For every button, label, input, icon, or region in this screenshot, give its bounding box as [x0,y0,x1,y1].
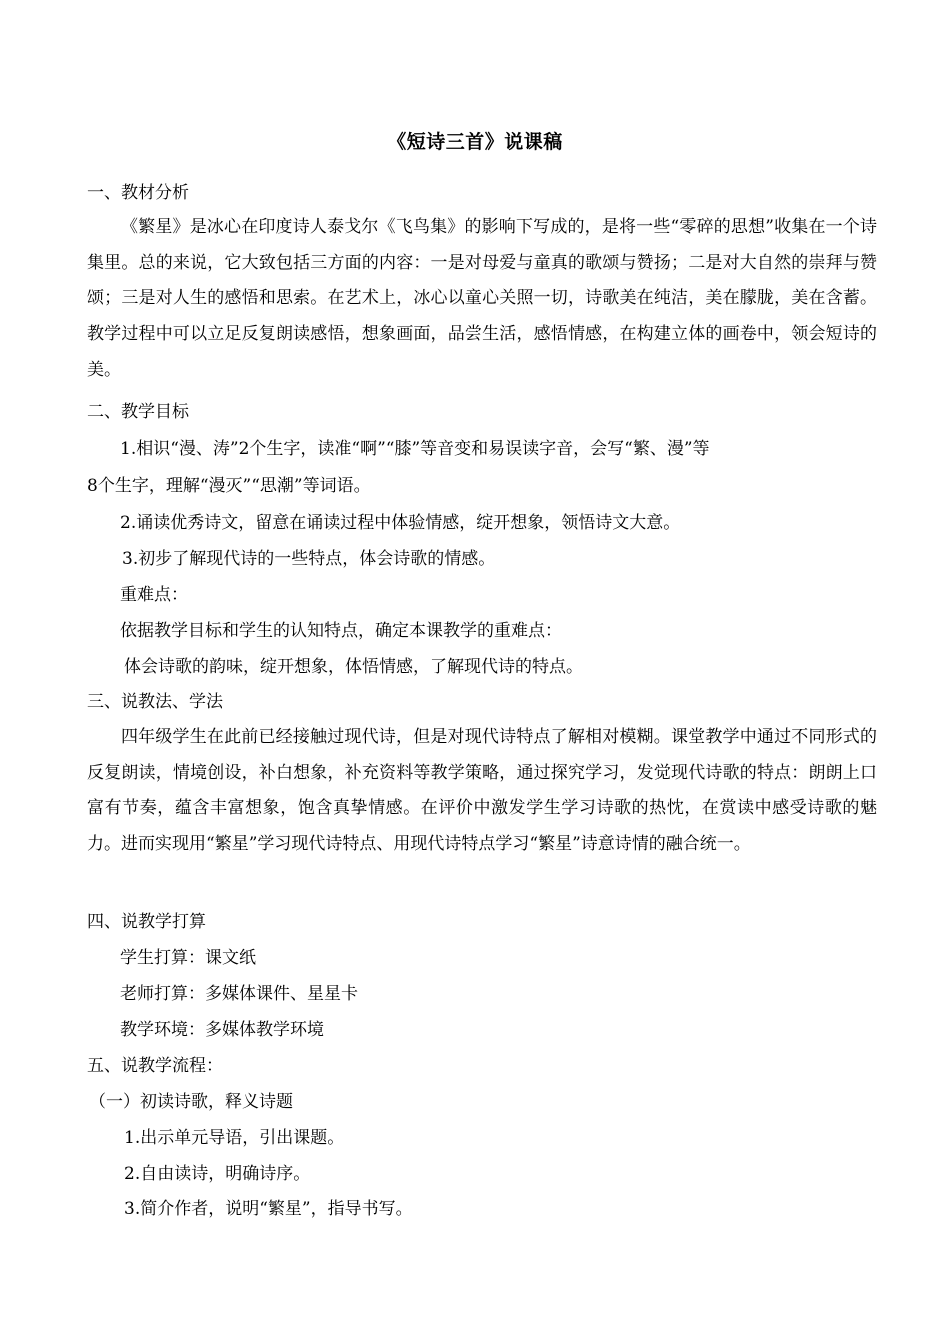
teacher-preparation: 老师打算：多媒体课件、星星卡 [120,984,358,1004]
key-points-label: 重难点： [120,585,188,605]
goal-2: 2.诵读优秀诗文，留意在诵读过程中体验情感，绽开想象，领悟诗文大意。 [120,513,681,533]
document-title: 《短诗三首》说课稿 [387,131,563,153]
process-step-3: 3.简介作者，说明“繁星”，指导书写。 [124,1199,413,1219]
section-heading-process: 五、说教学流程： [87,1056,223,1076]
paragraph-methods: 四年级学生在此前已经接触过现代诗，但是对现代诗特点了解相对模糊。课堂教学中通过不同形式的反复朗读，情境创设，补白想象，补充资料等教学策略，通过探究学习，发觉现代诗歌的特点：朗朗上口富有节奏，蕴含丰富想象，饱含真挚情感。在评价中激发学生学习诗歌的热忱，在赏读中感受诗歌的魅力。进而实现用“繁星”学习现代诗特点、用现代诗特点学习“繁星”诗意诗情的融合统一。 [87,727,877,855]
goal-3: 3.初步了解现代诗的一些特点，体会诗歌的情感。 [122,549,496,569]
section-heading-preparation: 四、说教学打算 [87,912,206,932]
section-heading-material-analysis: 一、教材分析 [87,183,189,203]
process-step-2: 2.自由读诗，明确诗序。 [124,1164,311,1184]
student-preparation: 学生打算：课文纸 [120,948,256,968]
section-heading-methods: 三、说教法、学法 [87,692,223,712]
process-step-1: 1.出示单元导语，引出课题。 [124,1128,345,1148]
goal-1-line-1: 1.相识“漫、涛”2个生字，读准“啊”“膝”等音变和易误读字音，会写“繁、漫”等 [120,439,710,459]
teaching-environment: 教学环境：多媒体教学环境 [120,1020,324,1040]
section-heading-teaching-goals: 二、教学目标 [87,402,189,422]
goal-1-line-2: 8个生字，理解“漫灭”“思潮”等词语。 [87,476,371,496]
paragraph-material-analysis: 《繁星》是冰心在印度诗人泰戈尔《飞鸟集》的影响下写成的，是将一些“零碎的思想”收集在一个诗集里。总的来说，它大致包括三方面的内容：一是对母爱与童真的歌颂与赞扬；二是对大自然的崇拜与赞颂；三是对人生的感悟和思索。在艺术上，冰心以童心关照一切，诗歌美在纯洁，美在朦胧，美在含蓄。教学过程中可以立足反复朗读感悟，想象画面，品尝生活，感悟情感，在构建立体的画卷中，领会短诗的美。 [87,217,877,380]
subsection-heading-first-reading: （一）初读诗歌，释义诗题 [89,1092,293,1112]
key-points-intro: 依据教学目标和学生的认知特点，确定本课教学的重难点： [120,621,562,641]
key-points-text: 体会诗歌的韵味，绽开想象，体悟情感，了解现代诗的特点。 [124,657,583,677]
